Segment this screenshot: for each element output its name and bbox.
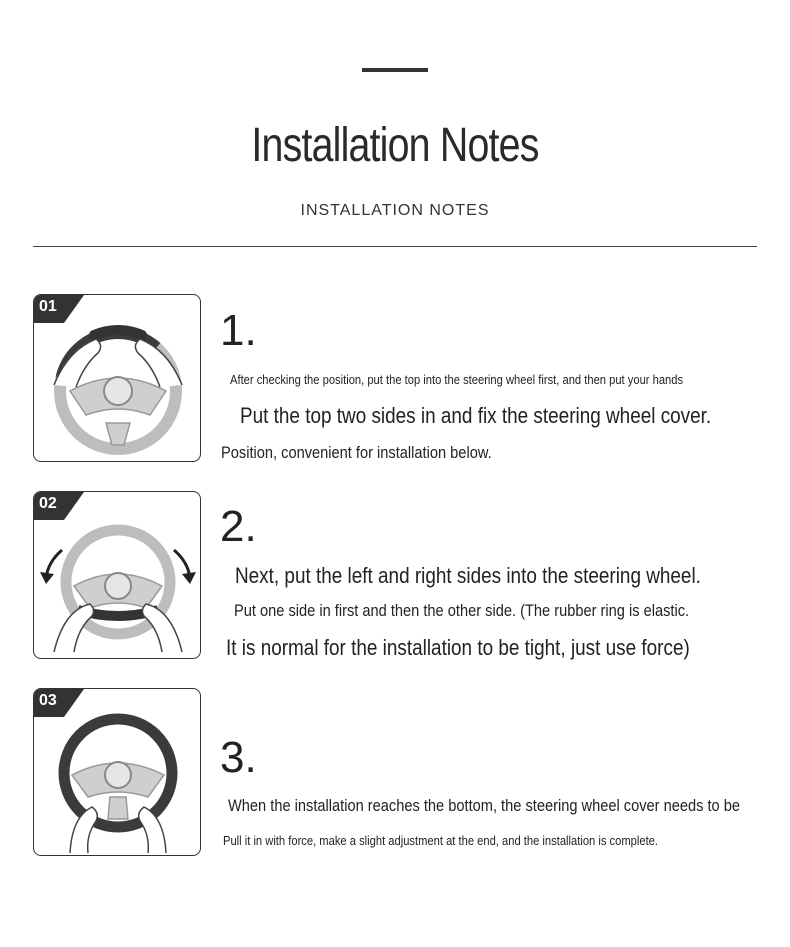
- title-accent-bar: [362, 68, 428, 72]
- step-1-line-1: After checking the position, put the top into the steering wheel first, and then put your hands: [230, 372, 684, 387]
- step-3-number: 3.: [220, 733, 257, 782]
- step-2-line-2: Put one side in first and then the other side. (The rubber ring is elastic.: [234, 601, 690, 620]
- step-1-line-2: Put the top two sides in and fix the steering wheel cover.: [240, 403, 712, 428]
- step-1-number: 1.: [220, 306, 257, 355]
- step-3-line-2: Pull it in with force, make a slight adjustment at the end, and the installation is complete.: [223, 833, 659, 848]
- step-3-image: [33, 688, 201, 856]
- header-divider: [33, 246, 757, 247]
- page-title: Installation Notes: [251, 119, 539, 172]
- step-2-image: [33, 491, 201, 659]
- step-1-image: [33, 294, 201, 462]
- step-3-badge-label: 03: [39, 692, 57, 709]
- step-1-line-3: Position, convenient for installation below.: [221, 443, 492, 462]
- step-1-badge-label: 01: [39, 298, 57, 315]
- step-2-badge-label: 02: [39, 495, 57, 512]
- step-2-number: 2.: [220, 502, 257, 551]
- step-3-line-1: When the installation reaches the bottom, the steering wheel cover needs to be: [228, 796, 741, 815]
- step-2-line-3: It is normal for the installation to be tight, just use force): [226, 635, 690, 660]
- step-2-line-1: Next, put the left and right sides into the steering wheel.: [235, 563, 701, 588]
- page-subtitle: INSTALLATION NOTES: [300, 202, 490, 219]
